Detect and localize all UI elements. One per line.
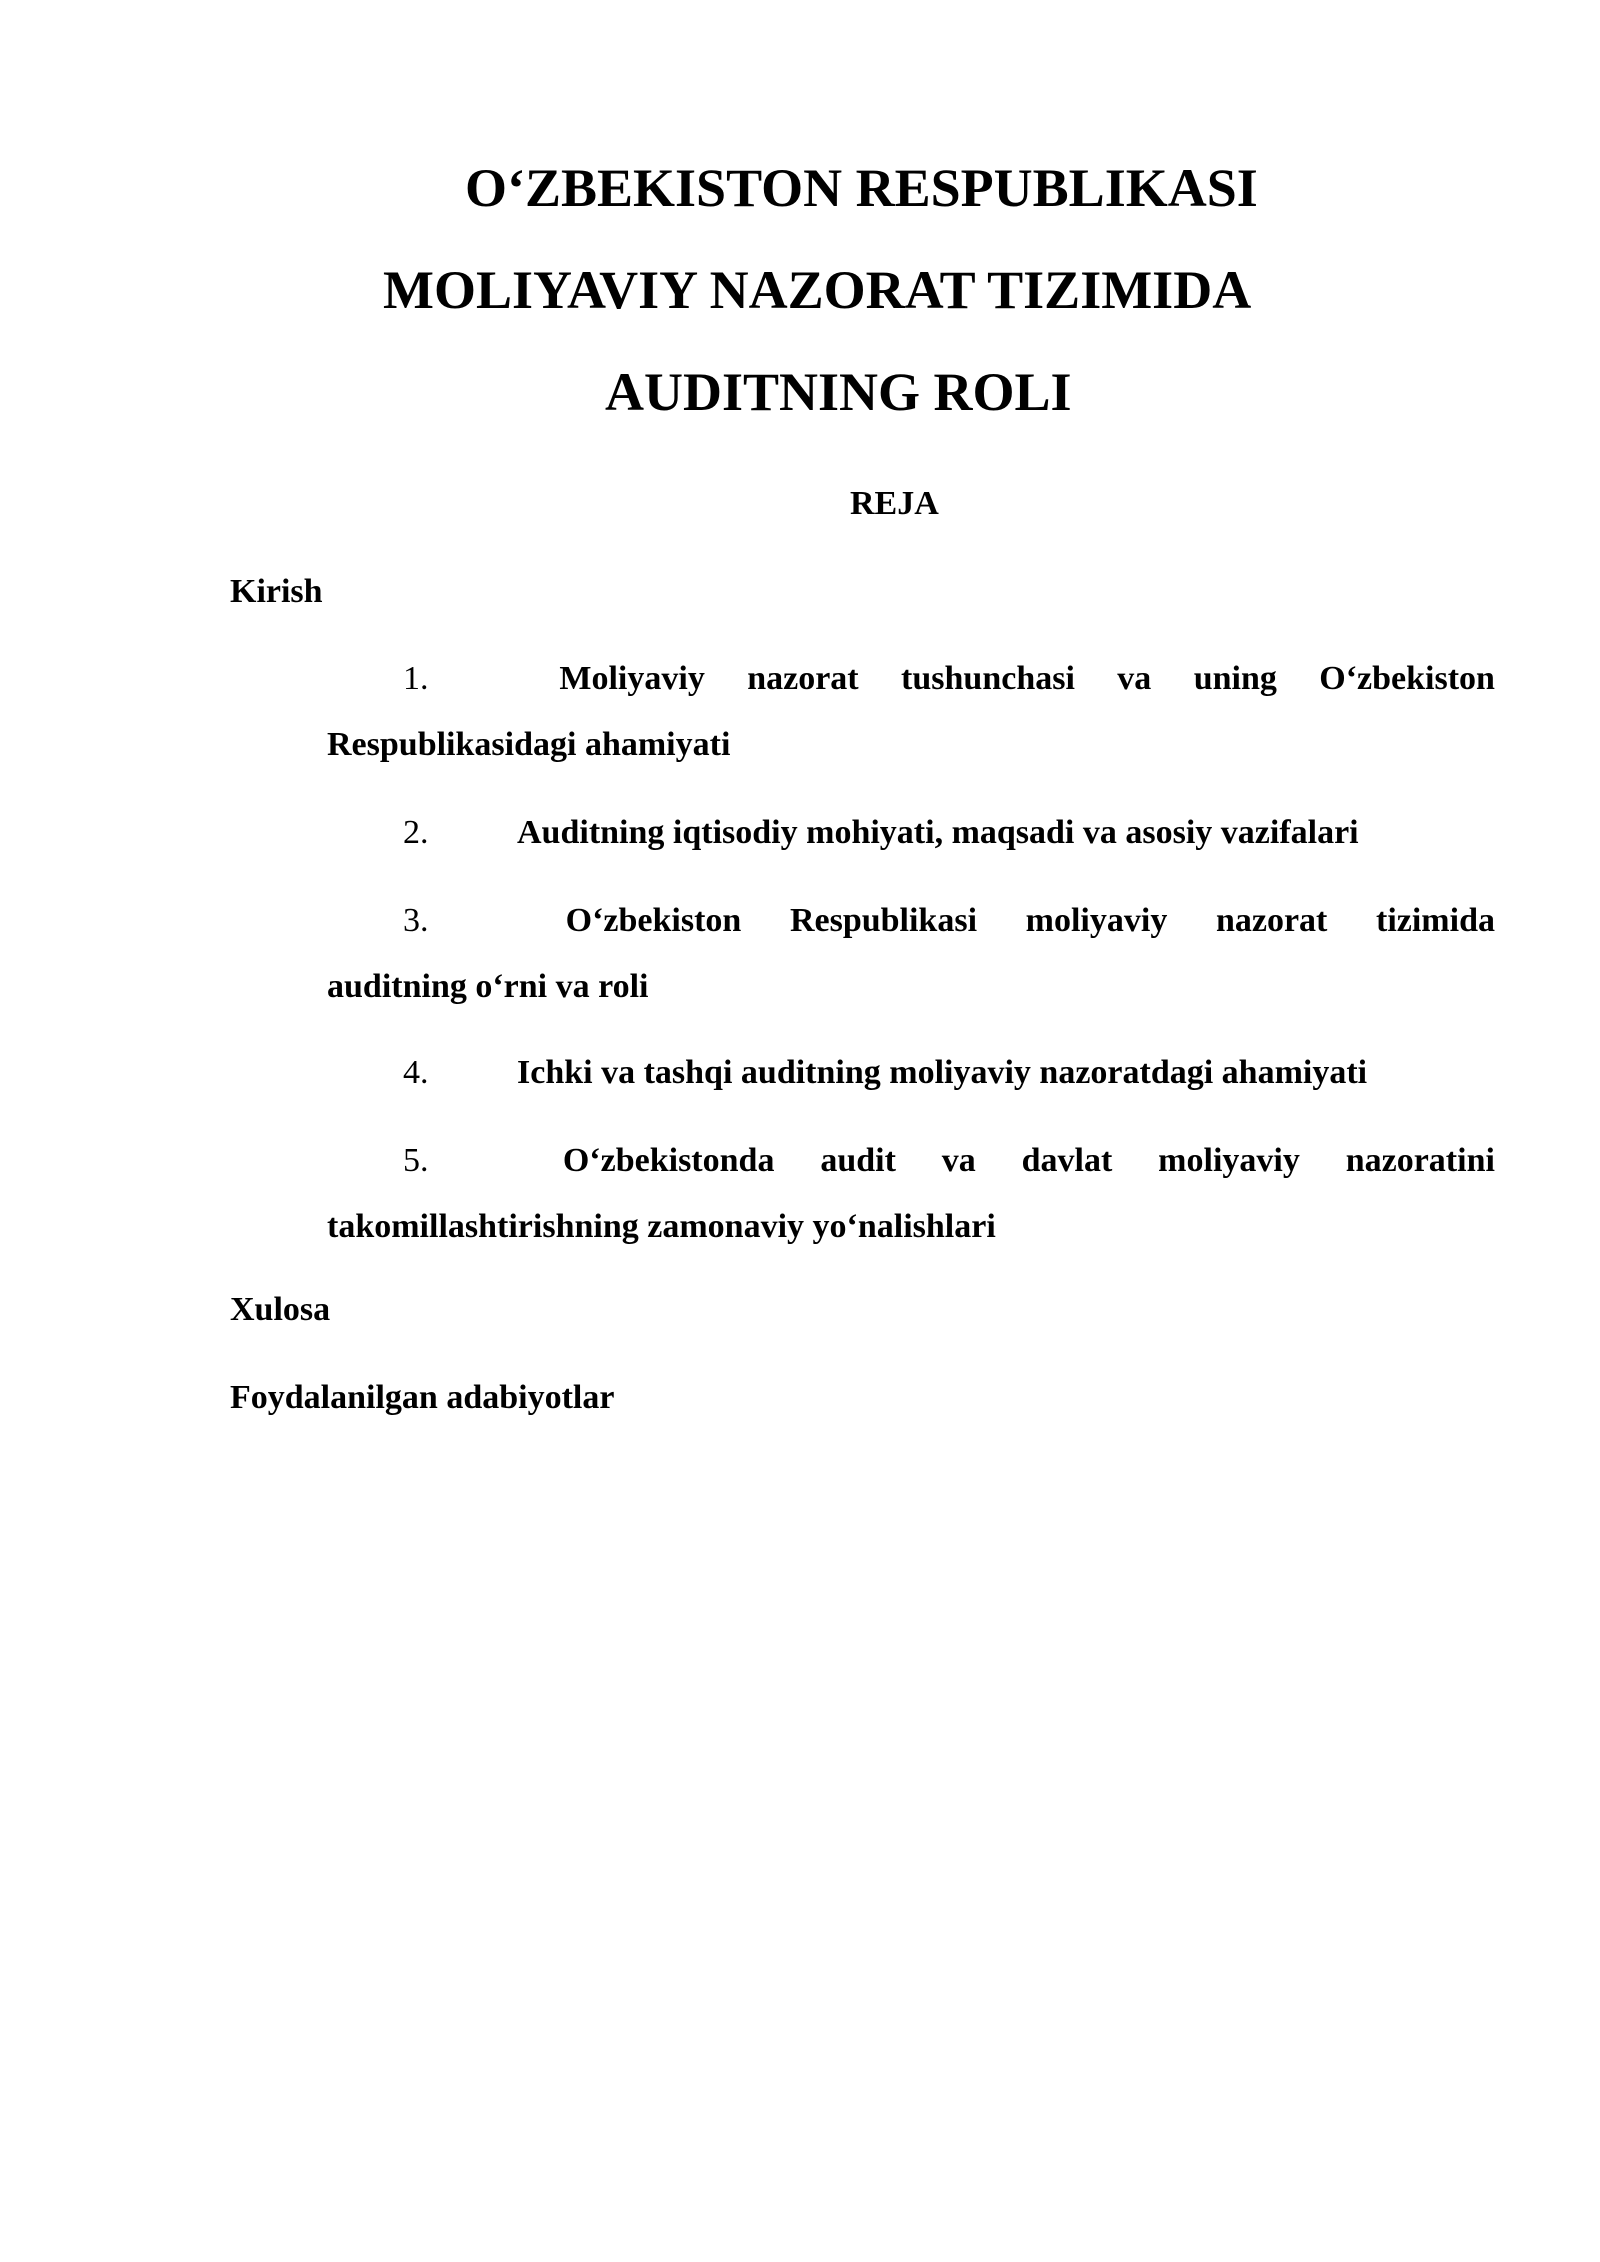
plan-item-1 [327,646,1495,778]
plan-item-word: audit [820,1142,896,1179]
plan-item-word: O‘zbekistonda [562,1142,775,1179]
plan-item-number: 5. [403,1142,429,1179]
plan-item-5-line-1 [327,1128,1495,1194]
plan-item-2-line-1 [327,800,1495,866]
plan-item-2 [327,800,1495,866]
plan-item-word: va [1117,660,1152,697]
plan-item-text: Ichki va tashqi auditning moliyaviy nazoratdagi ahamiyati [517,1054,1368,1091]
plan-item-word: nazorat [747,660,859,697]
plan-item-word: nazorat [1215,902,1328,939]
conclusion-heading: Xulosa [230,1291,331,1328]
plan-item-word: davlat [1021,1142,1113,1179]
plan-item-number: 2. [403,814,429,851]
plan-item-4-line-1 [327,1040,1495,1106]
plan-item-3-line-2: auditning o‘rni va roli [327,968,649,1005]
plan-item-word: O‘zbekiston [565,902,742,939]
plan-item-word: tushunchasi [901,660,1075,697]
plan-item-word: va [941,1142,976,1179]
plan-item-5 [327,1128,1495,1260]
plan-item-text: Auditning iqtisodiy mohiyati, maqsadi va asosiy vazifalari [517,814,1359,851]
references-heading: Foydalanilgan adabiyotlar [230,1379,615,1416]
plan-item-word: uning [1193,660,1277,697]
plan-item-number: 4. [403,1054,429,1091]
plan-heading: REJA [850,485,939,522]
plan-item-word: moliyaviy [1158,1142,1300,1179]
plan-item-number: 3. [403,902,429,939]
plan-item-number: 1. [403,660,429,697]
plan-item-word: Respublikasi [789,902,978,939]
plan-item-word: Moliyaviy [559,660,705,697]
plan-item-5-line-2: takomillashtirishning zamonaviy yo‘nalishlari [327,1208,996,1245]
plan-item-word: O‘zbekiston [1319,660,1495,697]
plan-item-3 [327,888,1495,1020]
intro-heading: Kirish [230,573,323,610]
plan-item-1-line-1 [327,646,1495,712]
document-title-line-1: O‘ZBEKISTON RESPUBLIKASI [465,158,1258,218]
plan-item-3-line-1 [327,888,1495,954]
plan-item-1-line-2: Respublikasidagi ahamiyati [327,726,731,763]
document-title-line-3: AUDITNING ROLI [605,362,1072,422]
plan-item-word: moliyaviy [1025,902,1168,939]
plan-item-word: tizimida [1376,902,1495,939]
plan-item-word: nazoratini [1345,1142,1495,1179]
document-title-line-2: MOLIYAVIY NAZORAT TIZIMIDA [383,260,1252,320]
plan-item-4 [327,1040,1495,1106]
